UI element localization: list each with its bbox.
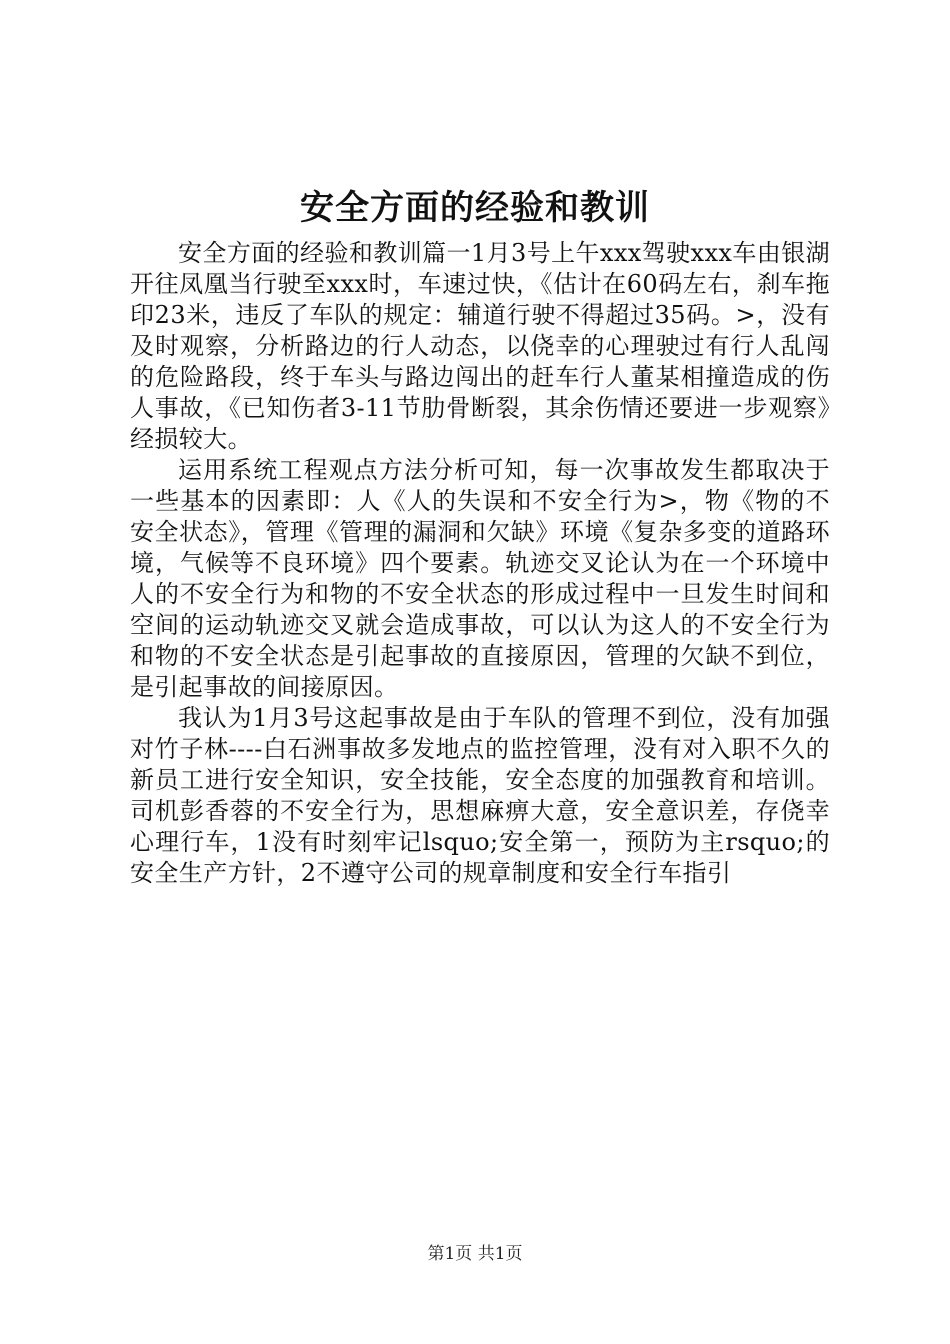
document-body	[130, 238, 830, 889]
paragraph-1: 安全方面的经验和教训篇一1月3号上午xxx驾驶xxx车由银湖开往凤凰当行驶至xxx时，车速过快，《估计在60码左右，刹车拖印23米，违反了车队的规定：辅道行驶不得超过35码。>，没有及时观察，分析路边的行人动态，以侥幸的心理驶过有行人乱闯的危险路段，终于车头与路边闯出的赶车行人董某相撞造成的伤人事故，《已知伤者3-11节肋骨断裂，其余伤情还要进一步观察》经损较大。	[130, 239, 830, 453]
paragraph-3: 我认为1月3号这起事故是由于车队的管理不到位，没有加强对竹子林----白石洲事故多发地点的监控管理，没有对入职不久的新员工进行安全知识，安全技能，安全态度的加强教育和培训。司机彭香蓉的不安全行为，思想麻痹大意，安全意识差，存侥幸心理行车，1没有时刻牢记lsquo;安全第一，预防为主rsquo;的安全生产方针，2不遵守公司的规章制度和安全行车指引	[130, 704, 830, 887]
document-title: 安全方面的经验和教训	[300, 188, 650, 228]
paragraph-2: 运用系统工程观点方法分析可知，每一次事故发生都取决于一些基本的因素即：人《人的失误和不安全行为>，物《物的不安全状态》，管理《管理的漏洞和欠缺》环境《复杂多变的道路环境，气候等不良环境》四个要素。轨迹交叉论认为在一个环境中人的不安全行为和物的不安全状态的形成过程中一旦发生时间和空间的运动轨迹交叉就会造成事故，可以认为这人的不安全行为和物的不安全状态是引起事故的直接原因，管理的欠缺不到位，是引起事故的间接原因。	[130, 456, 830, 701]
page-footer: 第1页 共1页	[427, 1244, 523, 1264]
